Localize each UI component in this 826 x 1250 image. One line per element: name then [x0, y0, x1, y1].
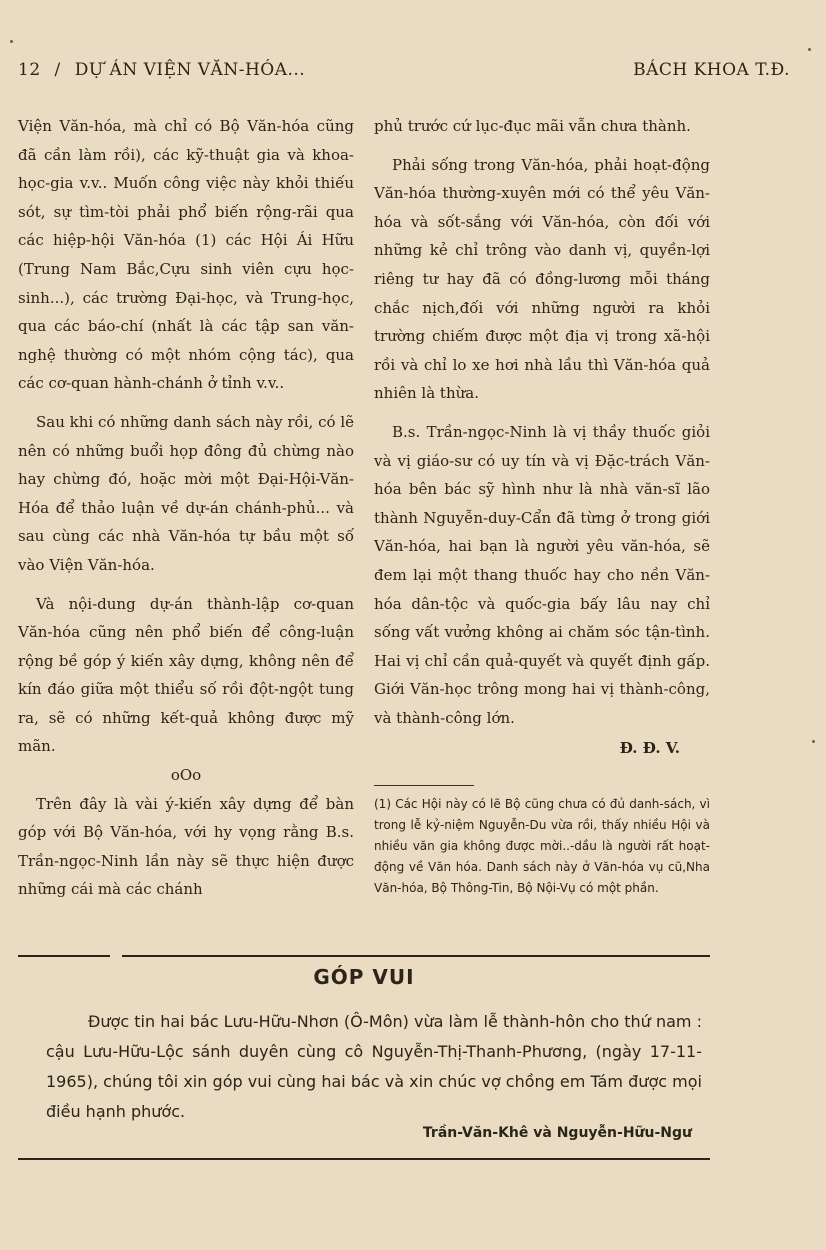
- left-paragraph-1: Viện Văn-hóa, mà chỉ có Bộ Văn-hóa cũng đã cần làm rồi), các kỹ-thuật gia và khoa-học-gia v.v.. Muốn công việc này khỏi thiếu sót, sự tìm-tòi phải phổ biến rộng-rãi qua các hiệp-hội Văn-hóa (1) các Hội Ái Hữu (Trung Nam Bắc,Cựu sinh viên cựu học-sinh...), các trường Đại-học, và Trung-học, qua các báo-chí (nhất là các tập san văn-nghệ thường có một nhóm cộng tác), qua các cơ-quan hành-chánh ở tỉnh v.v..: [18, 117, 354, 393]
- left-paragraph-4: Trên đây là vài ý-kiến xây dựng để bàn góp với Bộ Văn-hóa, với hy vọng rằng B.s. Trần-ngọc-Ninh lần này sẽ thực hiện được những cái mà các chánh: [18, 794, 354, 899]
- paper-speck: [812, 740, 815, 743]
- publication-name: BÁCH KHOA T.Đ.: [633, 60, 790, 80]
- paper-speck: [10, 40, 13, 43]
- announcement-signature: Trần-Văn-Khê và Nguyễn-Hữu-Ngư: [422, 1125, 692, 1141]
- left-paragraph-3: Và nội-dung dự-án thành-lập cơ-quan Văn-hóa cũng nên phổ biến để công-luận rộng bề góp ý kiến xây dựng, không nên để kín đáo giữa một thiểu số rồi đột-ngột tung ra, sẽ có những kết-quả không được mỹ mãn.: [18, 594, 354, 756]
- footnote-divider: [374, 785, 474, 786]
- right-paragraph-2: Phải sống trong Văn-hóa, phải hoạt-động Văn-hóa thường-xuyên mới có thể yêu Văn-hóa và sốt-sắng với Văn-hóa, còn đối với những kẻ chỉ trông vào danh vị, quyền-lợi riêng tư hay đã có đồng-lương mỗi tháng chắc nịch,đối với những người ra khỏi trường chiếm được một địa vị trong xã-hội rồi và chỉ lo xe hơi nhà lầu thì Văn-hóa quả nhiên là thừa.: [374, 155, 710, 403]
- announcement-text: Được tin hai bác Lưu-Hữu-Nhơn (Ô-Môn) vừa làm lễ thành-hôn cho thứ nam : cậu Lưu-Hữu-Lộc sánh duyên cùng cô Nguyễn-Thị-Thanh-Phương, (ngày 17-11-1965), chúng tôi xin góp vui cùng hai bác và xin chúc vợ chồng em Tám được mọi điều hạnh phước.: [46, 1012, 702, 1121]
- announcement-box: [18, 955, 710, 1160]
- page-number: 12: [18, 60, 41, 80]
- announcement-body: [46, 1007, 702, 1127]
- article-title: DỰ ÁN VIỆN VĂN-HÓA...: [74, 60, 306, 80]
- section-separator: oOo: [170, 766, 202, 785]
- right-paragraph-3: B.s. Trần-ngọc-Ninh là vị thầy thuốc giỏi và vị giáo-sư có uy tín và vị Đặc-trách Văn-hóa bên bác sỹ hình như là nhà văn-sĩ lão thành Nguyễn-duy-Cẩn đã từng ở trong giới Văn-hóa, hai bạn là người yêu văn-hóa, sẽ đem lại một thang thuốc hay cho nền Văn-hóa dân-tộc và quốc-gia bấy lâu nay chỉ sống vất vưởng không ai chăm sóc tận-tình. Hai vị chỉ cần quả-quyết và quyết định gấp. Giới Văn-học trông mong hai vị thành-công, và thành-công lớn.: [374, 422, 710, 727]
- article-signature: Đ. Đ. V.: [619, 739, 680, 758]
- right-column: [374, 112, 710, 899]
- header-separator: /: [54, 60, 61, 80]
- left-column: [18, 112, 354, 904]
- page-header: [18, 60, 790, 88]
- footnote: (1) Các Hội này có lẽ Bộ cũng chưa có đủ danh-sách, vì trong lễ kỷ-niệm Nguyễn-Du vừa rồi, thấy nhiều Hội và nhiều văn gia không được mời..-dầu là người rất hoạt-động về Văn hóa. Danh sách này ở Văn-hóa vụ cũ,Nha Văn-hóa, Bộ Thông-Tin, Bộ Nội-Vụ có một phần.: [374, 797, 710, 896]
- paper-speck: [808, 48, 811, 51]
- right-paragraph-1: phủ trước cứ lục-đục mãi vẫn chưa thành.: [374, 117, 691, 135]
- announcement-title: GÓP VUI: [313, 965, 415, 989]
- announcement-top-rule: [18, 955, 710, 957]
- header-left: [18, 60, 305, 80]
- left-paragraph-2: Sau khi có những danh sách này rồi, có lẽ nên có những buổi họp đông đủ chừng nào hay chừng đó, hoặc mời một Đại-Hội-Văn-Hóa để thảo luận về dự-án chánh-phủ... và sau cùng các nhà Văn-hóa tự bầu một số vào Viện Văn-hóa.: [18, 412, 354, 574]
- announcement-bottom-rule: [18, 1158, 710, 1160]
